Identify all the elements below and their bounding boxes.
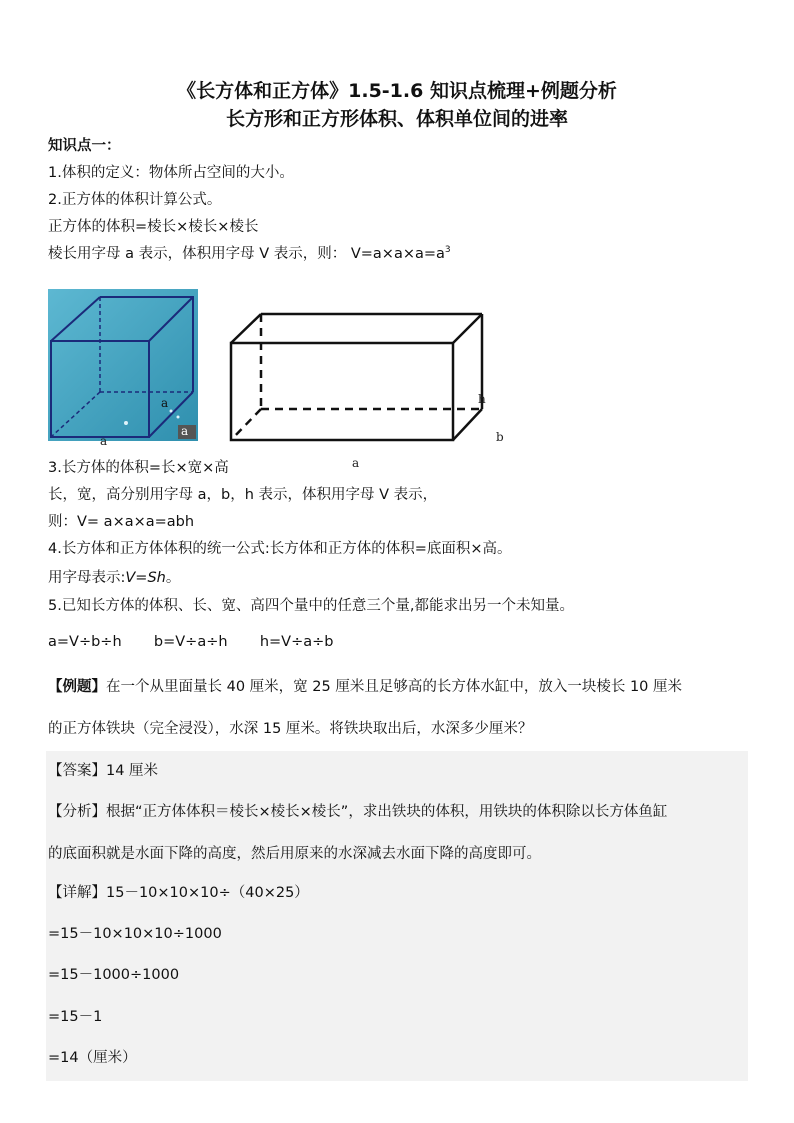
cuboid-label-a: a bbox=[352, 456, 360, 470]
letter-formula-prefix: 用字母表示: bbox=[48, 570, 126, 586]
cube-formula-heading: 2.正方体的体积计算公式。 bbox=[48, 192, 222, 208]
cube-drawing bbox=[48, 289, 198, 441]
unified-formula: 4.长方体和正方体体积的统一公式:长方体和正方体的体积=底面积×高。 bbox=[48, 541, 512, 557]
page-subtitle: 长方形和正方形体积、体积单位间的进率 bbox=[225, 108, 568, 130]
detail-step-5: =14（厘米） bbox=[48, 1050, 137, 1066]
cube-figure bbox=[48, 289, 198, 441]
cube-formula: 正方体的体积=棱长×棱长×棱长 bbox=[48, 219, 259, 235]
cuboid-figure bbox=[225, 308, 495, 448]
cube-formula-letters bbox=[48, 242, 451, 263]
cube-label-a-corner: a bbox=[181, 424, 189, 438]
answer-text: 14 厘米 bbox=[106, 763, 159, 779]
letter-formula-v-sh: V=Sh bbox=[125, 570, 166, 586]
page-title: 《长方体和正方体》1.5-1.6 知识点梳理+例题分析 bbox=[177, 80, 617, 102]
example-line-1 bbox=[48, 675, 682, 696]
example-text-2: 的正方体铁块（完全浸没），水深 15 厘米。将铁块取出后，水深多少厘米？ bbox=[48, 721, 533, 737]
derived-formulas: a=V÷b÷h b=V÷a÷h h=V÷a÷b bbox=[48, 634, 334, 650]
detail-step-4: =15－1 bbox=[48, 1009, 103, 1025]
example-text-1: 在一个从里面量长 40 厘米，宽 25 厘米且足够高的长方体水缸中，放入一块棱长 10 厘米 bbox=[106, 679, 683, 695]
analysis-text-2: 的底面积就是水面下降的高度，然后用原来的水深减去水面下降的高度即可。 bbox=[48, 846, 541, 862]
detail-tag: 【详解】 bbox=[48, 885, 106, 901]
volume-definition: 1.体积的定义：物体所占空间的大小。 bbox=[48, 165, 294, 181]
detail-step-2: =15－10×10×10÷1000 bbox=[48, 926, 222, 942]
letter-formula bbox=[48, 566, 180, 587]
cube-label-a-side: a bbox=[161, 396, 169, 410]
answer-tag: 【答案】 bbox=[48, 763, 106, 779]
letter-formula-suffix: 。 bbox=[165, 570, 181, 586]
example-tag: 【例题】 bbox=[48, 679, 106, 695]
detail-step-1: 15－10×10×10÷（40×25） bbox=[106, 885, 309, 901]
cube-label-a-bottom: a bbox=[100, 434, 108, 448]
cuboid-letters-desc: 长，宽，高分别用字母 a，b，h 表示，体积用字母 V 表示， bbox=[48, 487, 438, 503]
unknown-quantity-note: 5.已知长方体的体积、长、宽、高四个量中的任意三个量,都能求出另一个未知量。 bbox=[48, 598, 574, 614]
analysis-tag: 【分析】 bbox=[48, 804, 106, 820]
answer-line bbox=[48, 759, 158, 780]
detail-line bbox=[48, 881, 309, 902]
cube-exponent: 3 bbox=[444, 245, 451, 256]
cuboid-formula: 3.长方体的体积=长×宽×高 bbox=[48, 460, 229, 476]
cuboid-label-b: b bbox=[496, 430, 504, 444]
cube-formula-letters-text: 棱长用字母 a 表示，体积用字母 V 表示，则： V=a×a×a=a bbox=[48, 246, 445, 262]
cuboid-label-h: h bbox=[478, 392, 486, 406]
knowledge-point-heading: 知识点一： bbox=[48, 138, 121, 154]
detail-step-3: =15－1000÷1000 bbox=[48, 967, 180, 983]
analysis-text-1: 根据“正方体体积＝棱长×棱长×棱长”，求出铁块的体积，用铁块的体积除以长方体鱼缸 bbox=[106, 804, 668, 820]
analysis-line-1 bbox=[48, 800, 667, 821]
cuboid-letter-formula: 则：V= a×a×a=abh bbox=[48, 514, 195, 530]
